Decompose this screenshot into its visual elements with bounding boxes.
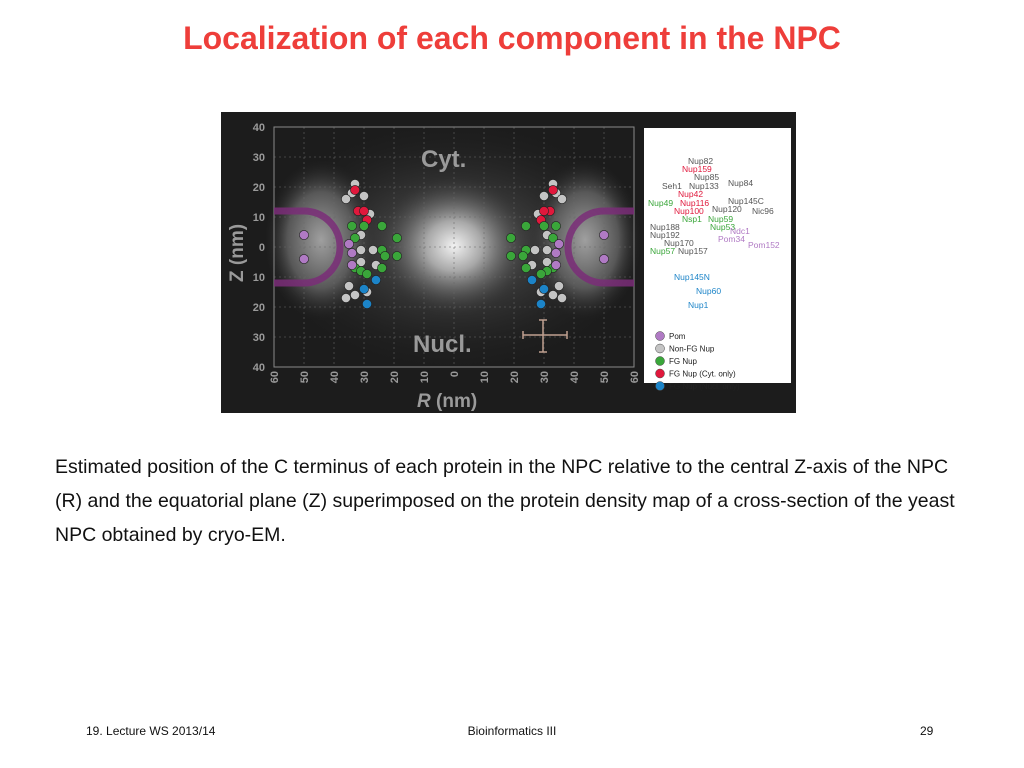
nup-label-nup1: Nup1 xyxy=(688,300,709,310)
nup-dot-fg-right-31 xyxy=(536,269,545,278)
nup-label-nup82: Nup82 xyxy=(688,156,714,166)
region-nucl-label: Nucl. xyxy=(413,331,472,358)
nup-label-nup145c: Nup145C xyxy=(728,196,764,206)
nup-label-nup116: Nup116 xyxy=(680,198,710,208)
z-tick-label: 40 xyxy=(252,122,265,134)
nup-dot-fg-left-31 xyxy=(362,269,371,278)
nup-dot-fg_nucl-right-35 xyxy=(527,275,536,284)
nup-dot-pom-right-1 xyxy=(599,254,608,263)
z-tick-label: 10 xyxy=(252,272,265,284)
footer-course: Bioinformatics III xyxy=(467,724,557,738)
nup-dot-non_fg-right-10 xyxy=(530,245,539,254)
nup-dot-fg-left-21 xyxy=(359,221,368,230)
nup-dot-fg-right-21 xyxy=(539,221,548,230)
nup-label-nup59: Nup59 xyxy=(708,214,734,224)
r-tick-label: 60 xyxy=(629,371,641,384)
nup-label-nup120: Nup120 xyxy=(712,204,742,214)
slide-title: Localization of each component in the NPC xyxy=(183,20,841,56)
nup-dot-pom-right-32 xyxy=(554,239,563,248)
nup-dot-fg_nucl-left-35 xyxy=(371,275,380,284)
legend-panel xyxy=(644,128,791,391)
r-axis-label xyxy=(417,391,477,412)
nup-dot-fg-left-29 xyxy=(377,263,386,272)
nup-dot-non_fg-right-4 xyxy=(557,194,566,203)
nup-dot-fg_nucl-right-36 xyxy=(539,284,548,293)
figure-caption: Estimated position of the C terminus of each protein in the NPC relative to the central Z-axis of the NPC (R) and the equatorial plane (Z) superimposed on the protein density map of a cross-section of the yeast NPC obtained by cryo-EM. xyxy=(55,456,955,546)
nup-label-ndc1: Ndc1 xyxy=(730,226,750,236)
nup-dot-fg_cyt-right-18 xyxy=(539,206,548,215)
nup-dot-fg_nucl-left-37 xyxy=(362,299,371,308)
r-tick-label: 20 xyxy=(509,371,521,384)
nup-label-nup85: Nup85 xyxy=(694,172,720,182)
r-tick-label: 10 xyxy=(419,371,431,384)
nup-label-nup133: Nup133 xyxy=(689,181,719,191)
nup-label-nic96: Nic96 xyxy=(752,206,774,216)
nup-label-nup188: Nup188 xyxy=(650,222,680,232)
nup-dot-fg-right-24 xyxy=(506,233,515,242)
z-tick-label: 40 xyxy=(252,362,265,374)
nup-dot-pom-left-32 xyxy=(344,239,353,248)
nup-dot-fg_cyt-left-18 xyxy=(359,206,368,215)
nup-dot-fg-left-22 xyxy=(377,221,386,230)
r-tick-label: 50 xyxy=(599,371,611,384)
nup-dot-non_fg-right-5 xyxy=(539,191,548,200)
legend-swatch xyxy=(656,382,665,391)
nup-dot-fg-right-26 xyxy=(506,251,515,260)
r-tick-label: 50 xyxy=(299,371,311,384)
region-cyt-label: Cyt. xyxy=(421,146,467,173)
r-tick-label: 10 xyxy=(479,371,491,384)
nup-dot-fg-left-26 xyxy=(392,251,401,260)
z-tick-label: 10 xyxy=(252,212,265,224)
nup-label-nup49: Nup49 xyxy=(648,198,674,208)
nup-dot-non_fg-left-13 xyxy=(350,290,359,299)
r-tick-label: 0 xyxy=(449,371,461,378)
left-density xyxy=(265,160,377,320)
r-tick-label: 40 xyxy=(329,371,341,384)
r-tick-label: 20 xyxy=(389,371,401,384)
r-tick-label: 40 xyxy=(569,371,581,384)
r-tick-label: 30 xyxy=(539,371,551,384)
legend-label: Pom xyxy=(669,332,686,341)
nup-dot-fg-right-22 xyxy=(521,221,530,230)
nup-dot-fg-left-20 xyxy=(347,221,356,230)
nup-label-nup42: Nup42 xyxy=(678,189,704,199)
nup-label-nup100: Nup100 xyxy=(674,206,704,216)
legend-label: FG Nup (Cyt. only) xyxy=(669,369,736,379)
z-tick-label: 20 xyxy=(252,302,265,314)
nup-dot-non_fg-left-4 xyxy=(341,194,350,203)
footer-page-number: 29 xyxy=(920,724,934,738)
legend-label: Non-FG Nup xyxy=(669,344,715,354)
nup-label-pom34: Pom34 xyxy=(718,234,745,244)
nup-dot-non_fg-left-8 xyxy=(356,245,365,254)
nup-label-seh1: Seh1 xyxy=(662,181,682,191)
nup-dot-non_fg-left-12 xyxy=(344,281,353,290)
z-axis-label: Z (nm) xyxy=(227,223,248,282)
nup-dot-fg_cyt-left-16 xyxy=(350,185,359,194)
z-tick-label: 30 xyxy=(252,332,265,344)
legend-label: FG Nup (Nucl. only) xyxy=(669,382,740,391)
nup-dot-non_fg-right-14 xyxy=(557,293,566,302)
nup-dot-pom-left-34 xyxy=(347,260,356,269)
nup-dot-pom-left-0 xyxy=(299,230,308,239)
r-axis-label-unit: (nm) xyxy=(430,391,478,412)
legend-swatch xyxy=(656,344,665,353)
right-density xyxy=(529,160,641,320)
npc-localization-figure xyxy=(221,112,796,413)
nup-label-nup60: Nup60 xyxy=(696,286,722,296)
central-density xyxy=(374,174,534,318)
z-tick-label: 30 xyxy=(252,152,265,164)
z-tick-label: 20 xyxy=(252,182,265,194)
nup-legend xyxy=(644,128,791,391)
nup-dot-fg-left-24 xyxy=(392,233,401,242)
nup-dot-fg_nucl-right-37 xyxy=(536,299,545,308)
nup-label-pom152: Pom152 xyxy=(748,240,780,250)
r-tick-label: 60 xyxy=(269,371,281,384)
nup-dot-fg-right-20 xyxy=(551,221,560,230)
nup-dot-pom-right-0 xyxy=(599,230,608,239)
nup-dot-non_fg-left-10 xyxy=(368,245,377,254)
nup-label-nup157: Nup157 xyxy=(678,246,708,256)
legend-swatch xyxy=(656,369,665,378)
nup-dot-pom-right-33 xyxy=(551,248,560,257)
nup-label-nup170: Nup170 xyxy=(664,238,694,248)
nup-label-nup192: Nup192 xyxy=(650,230,680,240)
nup-dot-fg_nucl-left-36 xyxy=(359,284,368,293)
nup-label-nup57: Nup57 xyxy=(650,246,676,256)
nup-label-nup159: Nup159 xyxy=(682,164,712,174)
nup-dot-pom-right-34 xyxy=(551,260,560,269)
nup-dot-non_fg-right-12 xyxy=(554,281,563,290)
r-tick-label: 30 xyxy=(359,371,371,384)
z-tick-label: 0 xyxy=(258,242,265,254)
nup-dot-non_fg-right-13 xyxy=(548,290,557,299)
nup-label-nsp1: Nsp1 xyxy=(682,214,702,224)
nup-dot-fg-right-29 xyxy=(521,263,530,272)
nup-label-nup84: Nup84 xyxy=(728,178,754,188)
r-axis-label-italic: R xyxy=(417,391,431,412)
nup-label-nup145n: Nup145N xyxy=(674,272,710,282)
legend-swatch xyxy=(656,332,665,341)
nup-dot-fg_cyt-right-16 xyxy=(548,185,557,194)
legend-swatch xyxy=(656,357,665,366)
nup-dot-pom-left-1 xyxy=(299,254,308,263)
nup-dot-pom-left-33 xyxy=(347,248,356,257)
nup-dot-non_fg-right-8 xyxy=(542,245,551,254)
nup-label-nup53: Nup53 xyxy=(710,222,736,232)
nup-dot-non_fg-left-5 xyxy=(359,191,368,200)
nup-dot-fg-right-27 xyxy=(518,251,527,260)
legend-label: FG Nup xyxy=(669,357,698,366)
footer-lecture: 19. Lecture WS 2013/14 xyxy=(86,724,216,738)
nup-dot-non_fg-left-14 xyxy=(341,293,350,302)
nup-dot-fg-left-27 xyxy=(380,251,389,260)
